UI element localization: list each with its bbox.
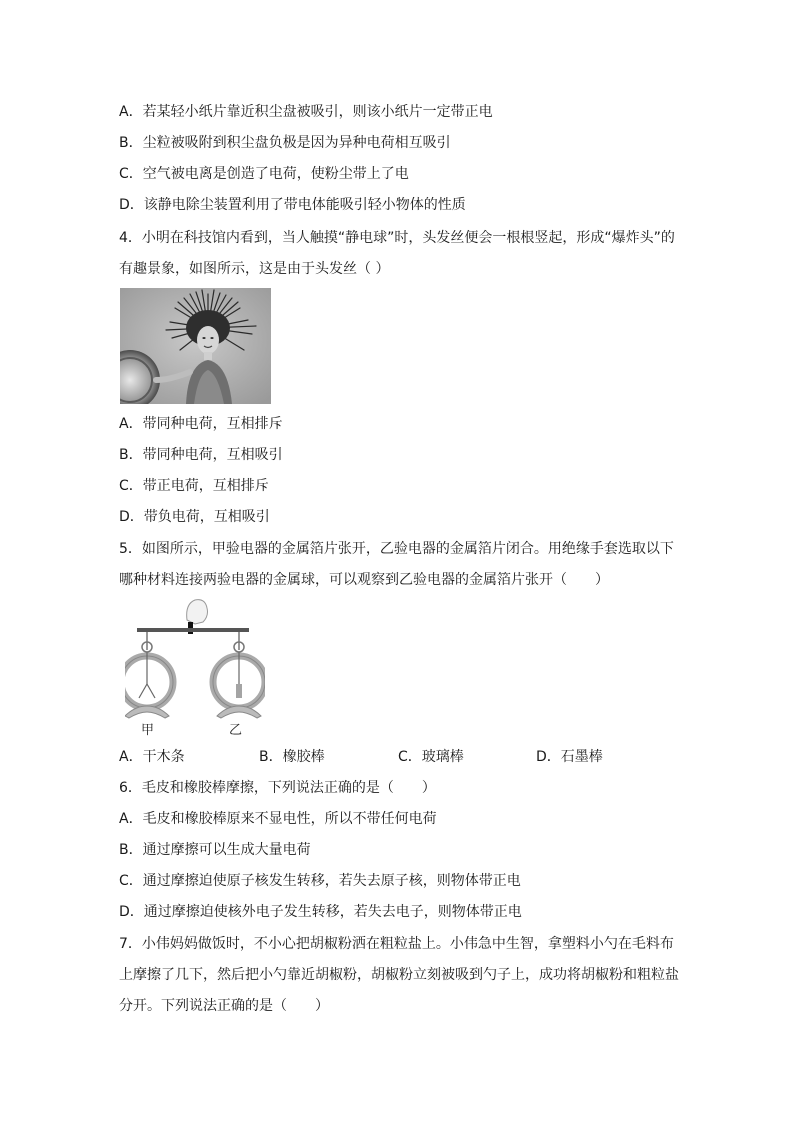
q7-stem-line-2: 上摩擦了几下，然后把小勺靠近胡椒粉，胡椒粉立刻被吸到勺子上，成功将胡椒粉和粗粒盐 (119, 967, 679, 983)
q4-option-d: D．带负电荷，互相吸引 (119, 509, 270, 525)
electroscope-yi (213, 632, 265, 718)
q3-option-a: A．若某轻小纸片靠近积尘盘被吸引，则该小纸片一定带正电 (119, 104, 493, 120)
q4-option-a: A．带同种电荷，互相排斥 (119, 416, 283, 432)
q6-option-a: A．毛皮和橡胶棒原来不显电性，所以不带任何电荷 (119, 811, 437, 827)
q4-option-b: B．带同种电荷，互相吸引 (119, 447, 283, 463)
q5-option-a: A．干木条 (119, 749, 185, 765)
q4-stem-line-1: 4．小明在科技馆内看到，当人触摸“静电球”时，头发丝便会一根根竖起，形成“爆炸头”的 (119, 230, 675, 246)
q3-option-d: D．该静电除尘装置利用了带电体能吸引轻小物体的性质 (119, 197, 466, 213)
q5-option-c: C．玻璃棒 (398, 749, 464, 765)
label-yi: 乙 (229, 723, 243, 738)
electroscope-jia (125, 632, 173, 718)
q5-stem-line-2: 哪种材料连接两验电器的金属球，可以观察到乙验电器的金属箔片张开（ ） (119, 572, 609, 588)
electroscope-diagram-graphic (125, 598, 265, 740)
q5-option-d: D．石墨棒 (536, 749, 603, 765)
q4-option-c: C．带正电荷，互相排斥 (119, 478, 269, 494)
q4-stem-line-2: 有趣景象，如图所示，这是由于头发丝（ ） (119, 261, 390, 277)
q6-option-b: B．通过摩擦可以生成大量电荷 (119, 842, 311, 858)
q5-option-b: B．橡胶棒 (259, 749, 325, 765)
q5-stem-line-1: 5．如图所示，甲验电器的金属箔片张开，乙验电器的金属箔片闭合。用绝缘手套选取以下 (119, 541, 674, 557)
electroscope-diagram (125, 598, 265, 740)
q7-stem-line-1: 7．小伟妈妈做饭时，不小心把胡椒粉洒在粗粒盐上。小伟急中生智，拿塑料小勺在毛料布 (119, 936, 674, 952)
static-hair-photo-graphic (120, 288, 271, 404)
q3-option-b: B．尘粒被吸附到积尘盘负极是因为异种电荷相互吸引 (119, 135, 451, 151)
q3-option-c: C．空气被电离是创造了电荷，使粉尘带上了电 (119, 166, 409, 182)
static-hair-photo (120, 288, 271, 404)
q6-option-c: C．通过摩擦迫使原子核发生转移，若失去原子核，则物体带正电 (119, 873, 521, 889)
q6-option-d: D．通过摩擦迫使核外电子发生转移，若失去电子，则物体带正电 (119, 904, 522, 920)
q7-stem-line-3: 分开。下列说法正确的是（ ） (119, 998, 329, 1014)
q6-stem: 6．毛皮和橡胶棒摩擦，下列说法正确的是（ ） (119, 780, 436, 796)
label-jia: 甲 (141, 723, 155, 738)
